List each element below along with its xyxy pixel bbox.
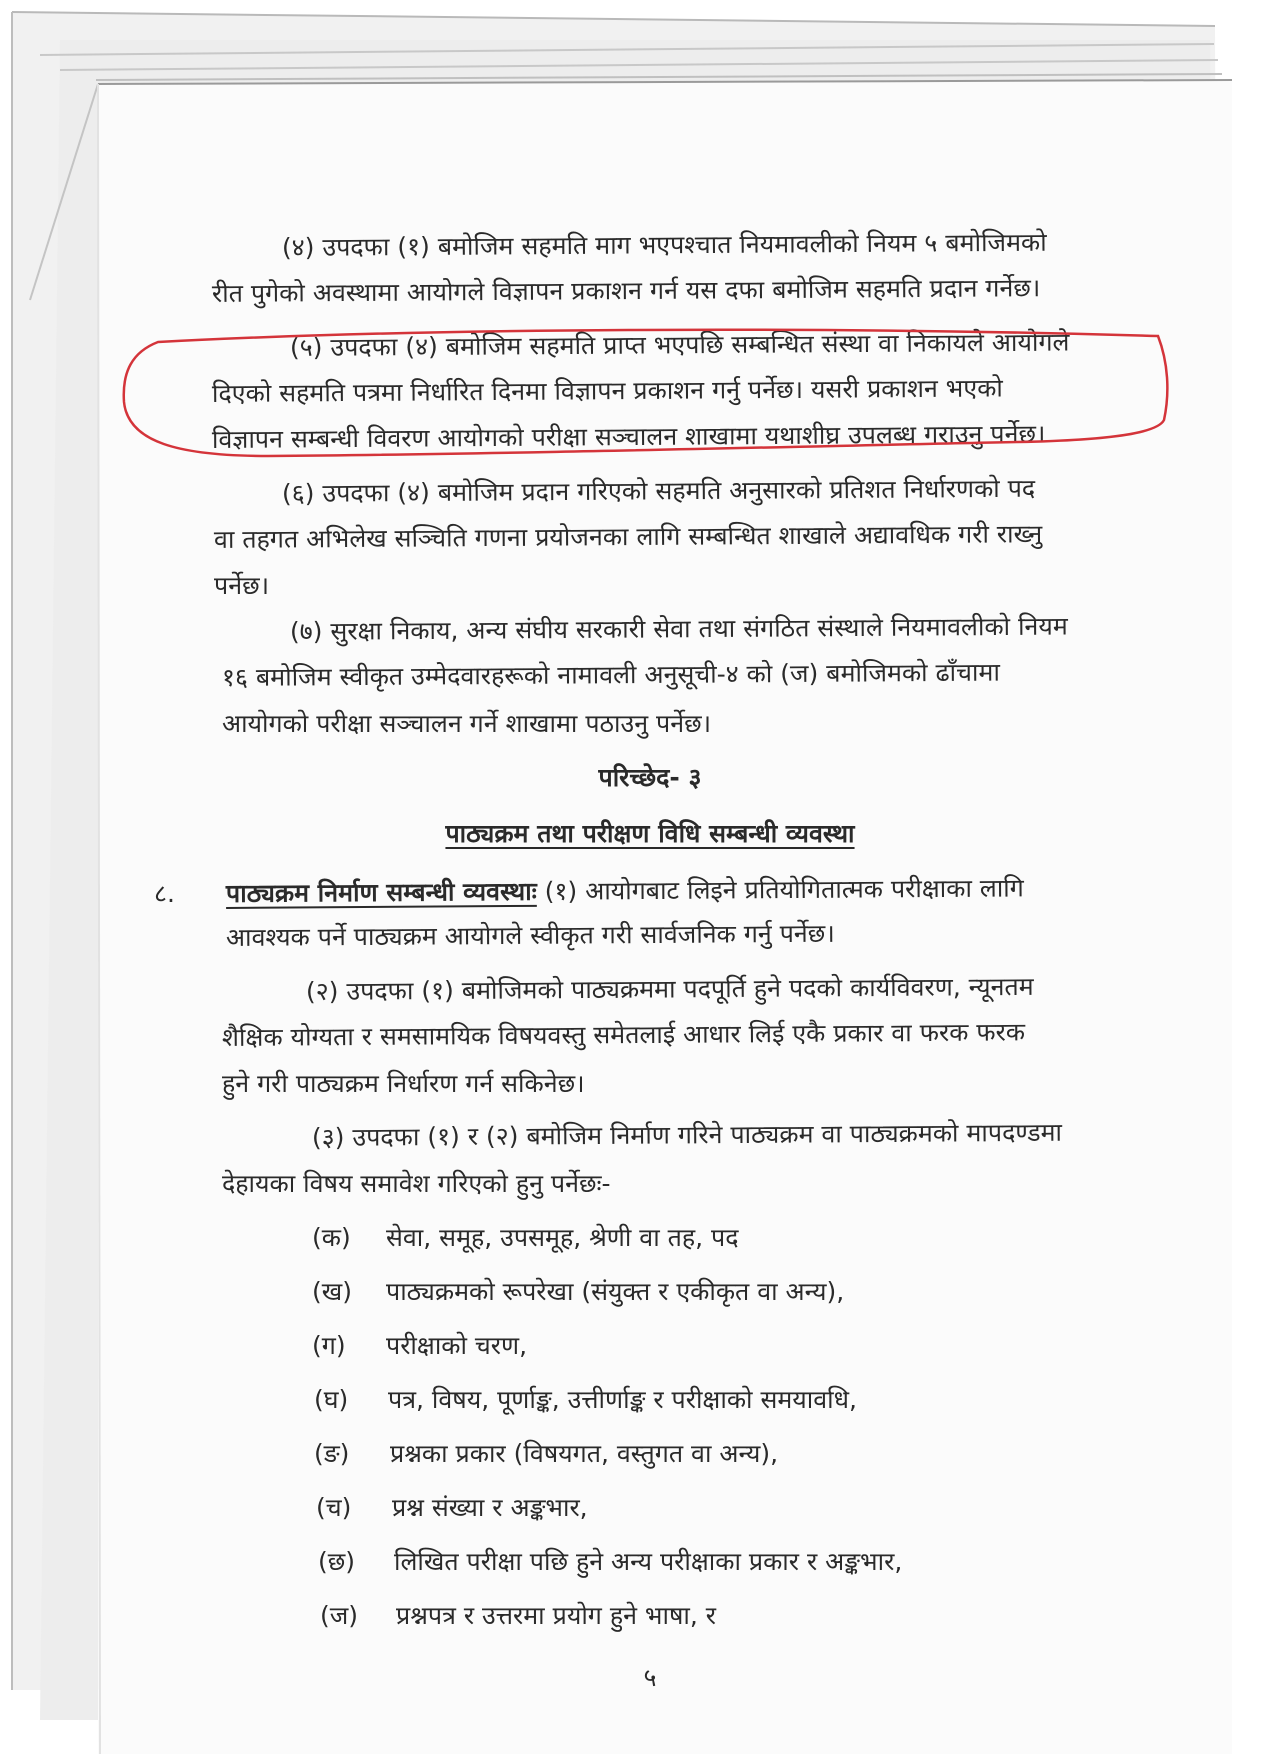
sub-2-line-1: (२) उपदफा (१) बमोजिमको पाठ्यक्रममा पदपूर्ति हुने पदको कार्यविवरण, न्यूनतम bbox=[305, 971, 1034, 1006]
sub-2-line-3: हुने गरी पाठ्यक्रम निर्धारण गर्न सकिनेछ। bbox=[222, 1069, 585, 1098]
para-7-line-2: १६ बमोजिम स्वीकृत उम्मेदवारहरूको नामावली अनुसूची-४ को (ज) बमोजिमको ढाँचामा bbox=[221, 657, 1000, 692]
item-label: (क) bbox=[312, 1223, 351, 1252]
section-8-title: पाठ्यक्रम निर्माण सम्बन्धी व्यवस्थाः bbox=[225, 876, 537, 908]
item-text: प्रश्नपत्र र उत्तरमा प्रयोग हुने भाषा, र bbox=[396, 1601, 717, 1630]
para-6-line-2: वा तहगत अभिलेख सञ्चिति गणना प्रयोजनका लागि सम्बन्धित शाखाले अद्यावधिक गरी राख्नु bbox=[213, 519, 1043, 554]
para-7-line-1: (७) सुरक्षा निकाय, अन्य संघीय सरकारी सेवा तथा संगठित संस्थाले नियमावलीको नियम bbox=[289, 611, 1068, 646]
item-label: (छ) bbox=[318, 1547, 356, 1576]
section-8-number: ८. bbox=[154, 879, 175, 908]
chapter-subheading: पाठ्यक्रम तथा परीक्षण विधि सम्बन्धी व्यवस्था bbox=[445, 819, 855, 848]
sub-3-line-2: देहायका विषय समावेश गरिएको हुनु पर्नेछः- bbox=[222, 1169, 611, 1198]
item-label: (घ) bbox=[314, 1385, 349, 1414]
chapter-heading: परिच्छेद- ३ bbox=[598, 763, 702, 792]
item-text: प्रश्न संख्या र अङ्कभार, bbox=[392, 1493, 588, 1522]
item-text: प्रश्नका प्रकार (विषयगत, वस्तुगत वा अन्य), bbox=[390, 1439, 779, 1468]
sub-3-line-1: (३) उपदफा (१) र (२) बमोजिम निर्माण गरिने पाठ्यक्रम वा पाठ्यक्रमको मापदण्डमा bbox=[311, 1117, 1063, 1152]
para-4-line-2: रीत पुगेको अवस्थामा आयोगले विज्ञापन प्रकाशन गर्न यस दफा बमोजिम सहमति प्रदान गर्नेछ। bbox=[211, 273, 1041, 308]
section-8-line-1-rest: (१) आयोगबाट लिइने प्रतियोगितात्मक परीक्षाका लागि bbox=[536, 873, 1024, 906]
para-5-line-1: (५) उपदफा (४) बमोजिम सहमति प्राप्त भएपछि सम्बन्धित संस्था वा निकायले आयोगले bbox=[289, 327, 1070, 362]
para-4-line-1: (४) उपदफा (१) बमोजिम सहमति माग भएपश्चात नियमावलीको नियम ५ बमोजिमको bbox=[281, 227, 1047, 262]
item-label: (च) bbox=[316, 1493, 352, 1522]
para-6-line-1: (६) उपदफा (४) बमोजिम प्रदान गरिएको सहमति अनुसारको प्रतिशत निर्धारणको पद bbox=[281, 473, 1036, 508]
section-8-line-2: आवश्यक पर्ने पाठ्यक्रम आयोगले स्वीकृत गरी सार्वजनिक गर्नु पर्नेछ। bbox=[225, 918, 835, 952]
para-7-line-3: आयोगको परीक्षा सञ्चालन गर्ने शाखामा पठाउनु पर्नेछ। bbox=[222, 709, 712, 738]
item-label: (ग) bbox=[312, 1331, 346, 1360]
item-label: (ख) bbox=[312, 1277, 352, 1306]
item-label: (ङ) bbox=[314, 1439, 350, 1468]
item-text: सेवा, समूह, उपसमूह, श्रेणी वा तह, पद bbox=[386, 1223, 739, 1252]
para-6-line-3: पर्नेछ। bbox=[214, 571, 270, 600]
item-label: (ज) bbox=[320, 1601, 359, 1630]
item-text: परीक्षाको चरण, bbox=[386, 1331, 528, 1360]
item-text: पत्र, विषय, पूर्णाङ्क, उत्तीर्णाङ्क र परीक्षाको समयावधि, bbox=[388, 1385, 857, 1414]
section-8-line-1 bbox=[226, 872, 1024, 910]
sub-2-line-2: शैक्षिक योग्यता र समसामयिक विषयवस्तु समेतलाई आधार लिई एकै प्रकार वा फरक फरक bbox=[221, 1017, 1026, 1052]
page-number: ५ bbox=[643, 1663, 657, 1692]
item-text: लिखित परीक्षा पछि हुने अन्य परीक्षाका प्रकार र अङ्कभार, bbox=[394, 1547, 903, 1576]
para-5-line-3: विज्ञापन सम्बन्धी विवरण आयोगको परीक्षा सञ्चालन शाखामा यथाशीघ्र उपलब्ध गराउनु पर्नेछ। bbox=[211, 419, 1046, 454]
item-text: पाठ्यक्रमको रूपरेखा (संयुक्त र एकीकृत वा अन्य), bbox=[386, 1277, 845, 1306]
para-5-line-2: दिएको सहमति पत्रमा निर्धारित दिनमा विज्ञापन प्रकाशन गर्नु पर्नेछ। यसरी प्रकाशन भएको bbox=[211, 373, 1003, 408]
